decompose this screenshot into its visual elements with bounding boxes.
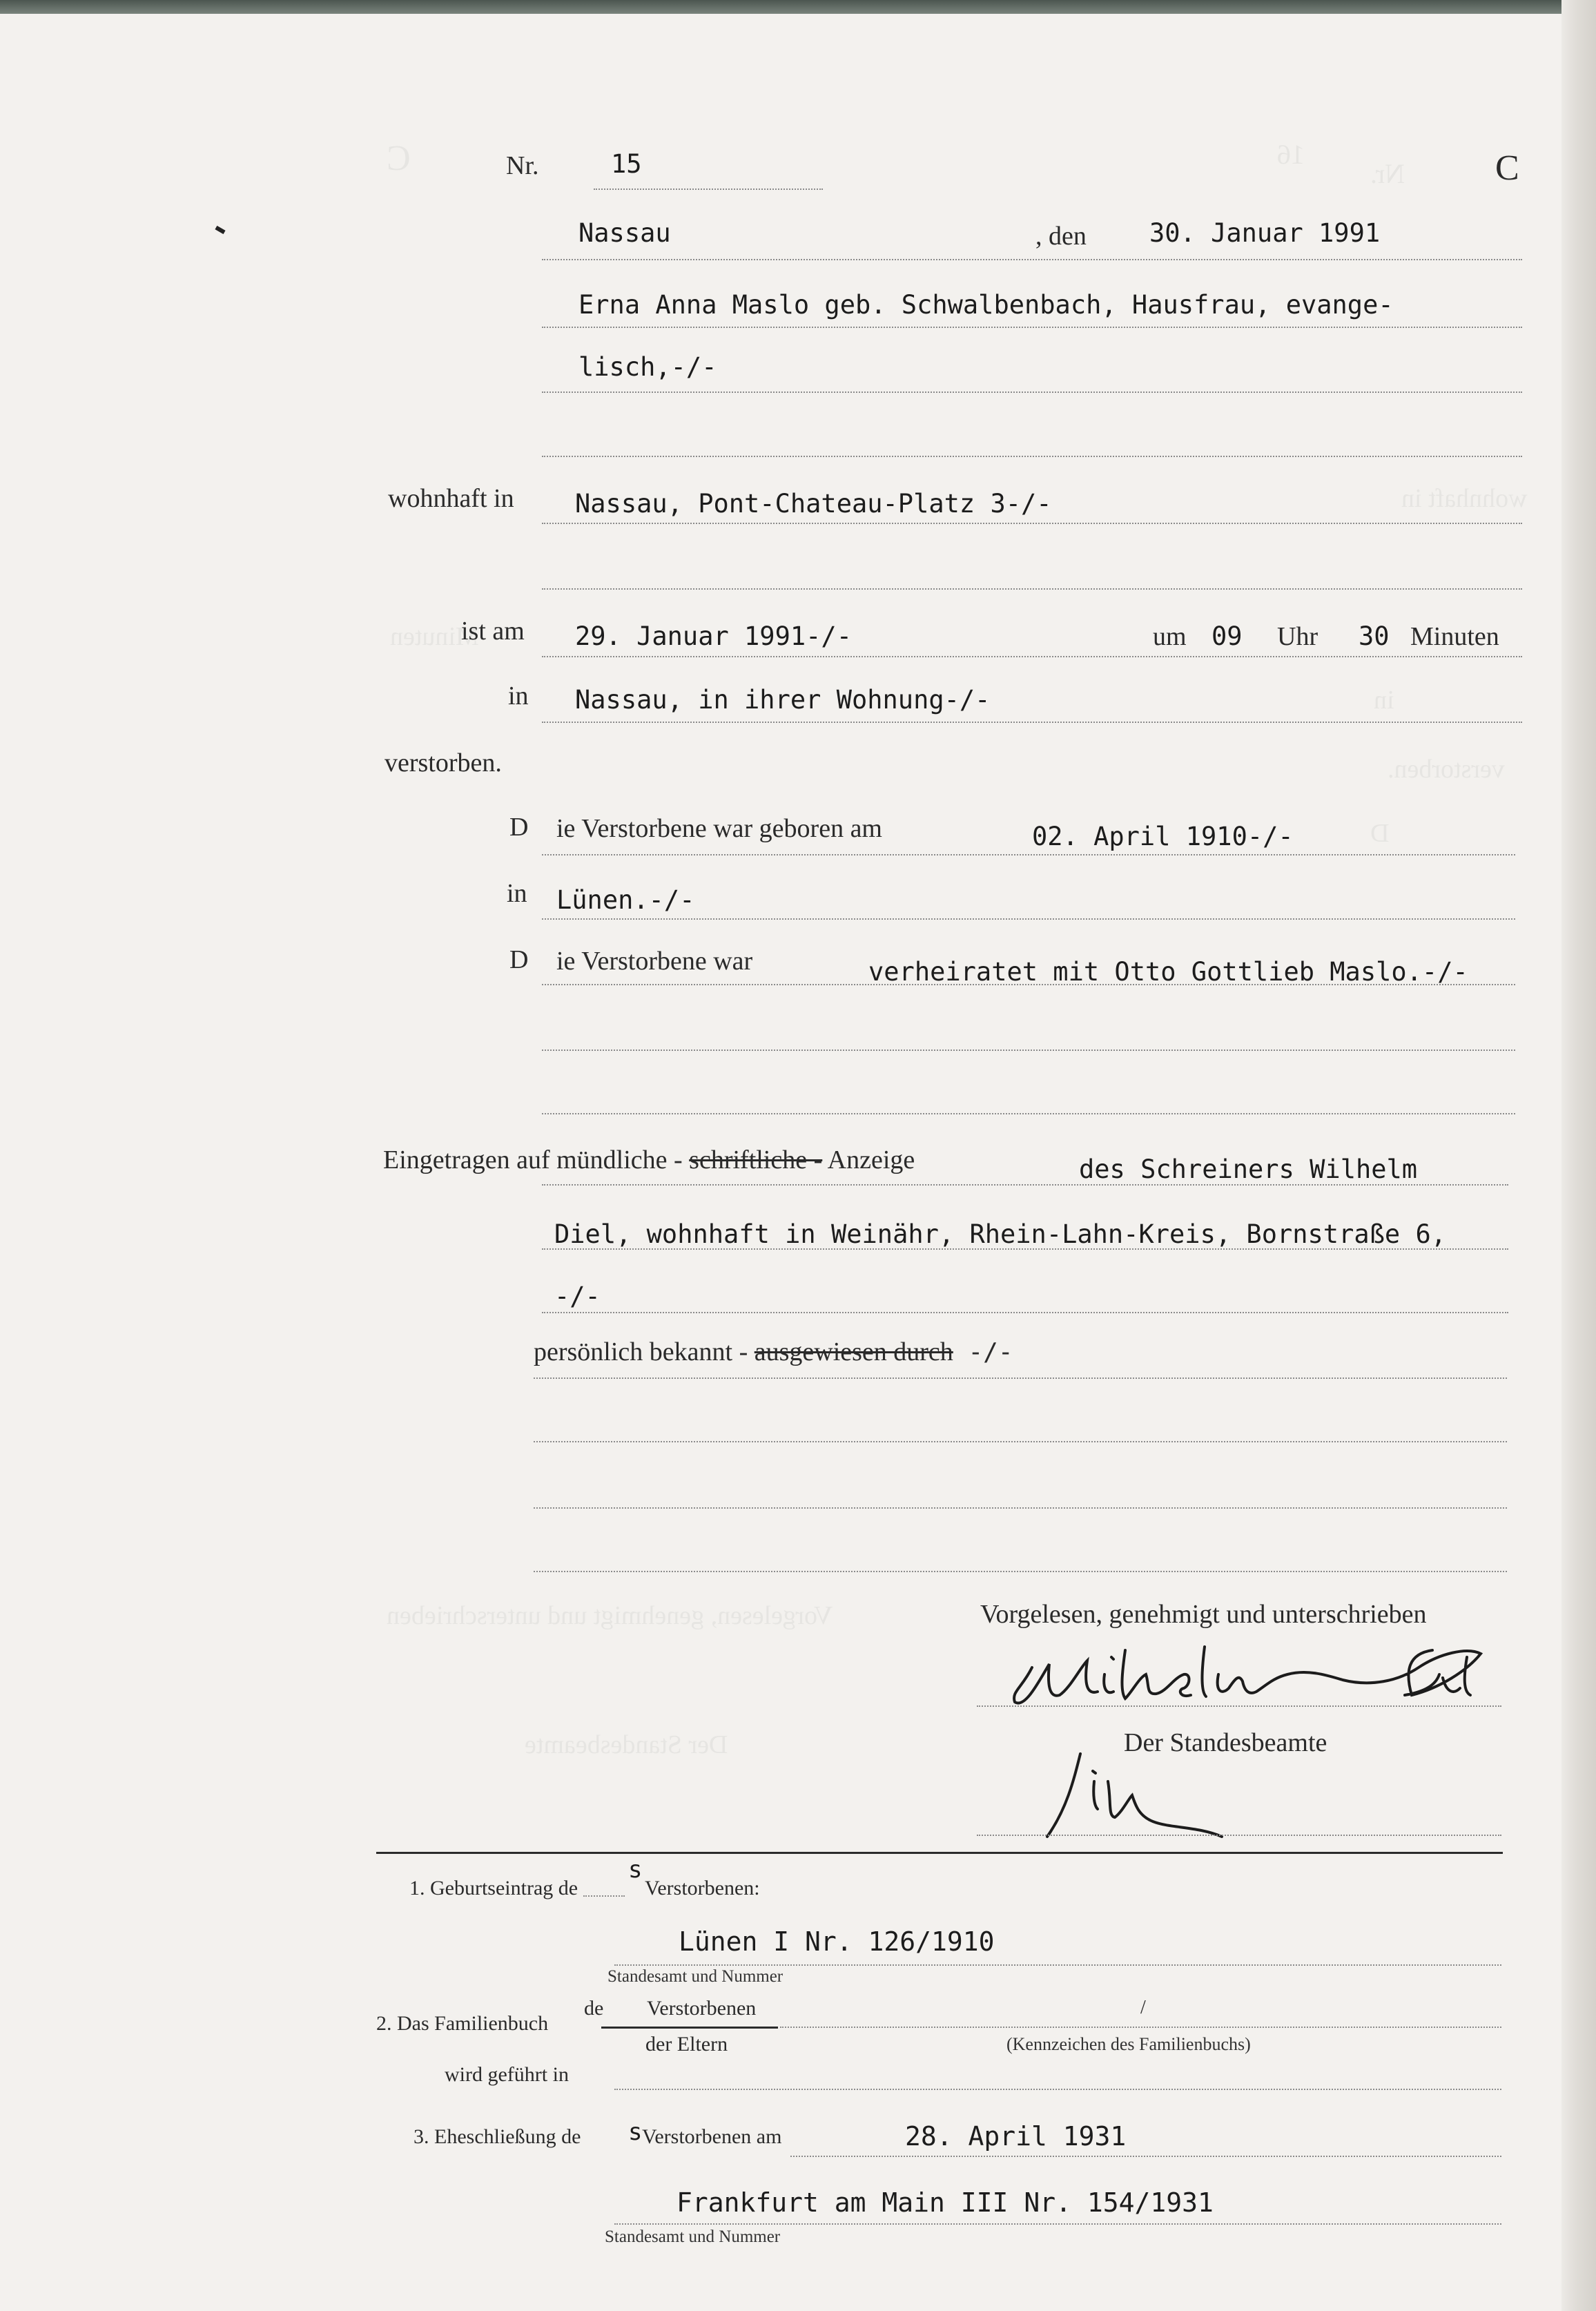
married-line-3 — [542, 1113, 1515, 1114]
ausgewiesen-struck: ausgewiesen durch — [754, 1337, 953, 1366]
form-letter: C — [1495, 148, 1519, 188]
informant-line2: Diel, wohnhaft in Weinähr, Rhein-Lahn-Kreis, Bornstraße 6, — [554, 1219, 1447, 1249]
nr-value: 15 — [611, 149, 642, 179]
name-line-1 — [542, 327, 1522, 328]
standesamt-caption-1: Standesamt und Nummer — [607, 1967, 784, 1986]
bekannt-suffix: -/- — [953, 1338, 1013, 1366]
item2-verstorbenen: Verstorbenen — [647, 1997, 757, 2020]
name-line-3 — [542, 456, 1522, 457]
ghost-verstorben: verstorben. — [1388, 755, 1505, 784]
uhr-label: Uhr — [1277, 622, 1318, 651]
married-value: verheiratet mit Otto Gottlieb Maslo.-/- — [868, 957, 1468, 987]
item2-label: 2. Das Familienbuch — [376, 2012, 549, 2035]
death-date: 29. Januar 1991-/- — [575, 621, 852, 651]
item3-line — [790, 2156, 1501, 2157]
signature-line-1 — [977, 1705, 1501, 1707]
item1-dots — [583, 1895, 625, 1897]
death-hour: 09 — [1211, 621, 1243, 651]
address-line-2 — [542, 588, 1522, 590]
item1-suffix: Verstorbenen: — [645, 1877, 760, 1899]
marriage-date: 28. April 1931 — [905, 2121, 1127, 2152]
born-d-letter: D — [509, 813, 529, 842]
wohnhaft-label: wohnhaft in — [388, 484, 514, 513]
ghost-in: in — [1374, 686, 1394, 715]
bekannt-text: persönlich bekannt - — [534, 1337, 755, 1366]
bekannt-label — [534, 1337, 1013, 1367]
item2-kennzeichen: (Kennzeichen des Familienbuchs) — [1006, 2034, 1251, 2054]
informant-line-2 — [542, 1248, 1508, 1250]
birth-place: Lünen.-/- — [556, 885, 695, 915]
place-line — [542, 259, 1522, 260]
informant-line-3 — [542, 1312, 1508, 1313]
ghost-vorgelesen: Vorgelesen, genehmigt und unterschrieben — [387, 1601, 833, 1630]
nr-line — [594, 188, 823, 190]
item1-label: 1. Geburtseintrag de — [409, 1877, 578, 1899]
item2-de: de — [584, 1997, 604, 2020]
registration-date: 30. Januar 1991 — [1149, 218, 1381, 248]
schriftliche-struck: schriftliche - — [689, 1145, 823, 1174]
death-date-line — [542, 656, 1522, 657]
married-d-letter: D — [509, 945, 529, 974]
minuten-label: Minuten — [1410, 622, 1499, 651]
born-label: ie Verstorbene war geboren am — [556, 814, 882, 843]
death-place: Nassau, in ihrer Wohnung-/- — [575, 685, 991, 715]
ghost-standesbeamte: Der Standesbeamte — [525, 1730, 728, 1759]
deceased-name-line1: Erna Anna Maslo geb. Schwalbenbach, Hausfrau, evange- — [578, 290, 1394, 320]
birth-date: 02. April 1910-/- — [1032, 822, 1294, 851]
vorgelesen-label: Vorgelesen, genehmigt und unterschrieben — [980, 1600, 1427, 1629]
item2-slash: / — [1140, 1997, 1146, 2018]
married-label: ie Verstorbene war — [556, 947, 753, 976]
den-label: , den — [1035, 222, 1087, 251]
marriage-registry: Frankfurt am Main III Nr. 154/1931 — [677, 2187, 1214, 2218]
item2-gefuehrt-line — [614, 2089, 1501, 2090]
name-line-2 — [542, 391, 1522, 393]
standesbeamte-label: Der Standesbeamte — [1124, 1728, 1327, 1757]
address-line — [542, 523, 1522, 524]
informant-line1: des Schreiners Wilhelm — [1079, 1154, 1418, 1184]
item2-underline — [601, 2027, 778, 2029]
ghost-nr: Nr. — [1370, 158, 1405, 189]
blank-line-3 — [534, 1571, 1507, 1572]
blank-line-2 — [534, 1507, 1507, 1509]
signature-registrar — [1039, 1740, 1246, 1850]
informant-line-1 — [542, 1184, 1508, 1186]
nr-label: Nr. — [506, 151, 539, 180]
item3-label: 3. Eheschließung de — [413, 2125, 581, 2148]
address: Nassau, Pont-Chateau-Platz 3-/- — [575, 489, 1052, 519]
ist-am-label: ist am — [461, 617, 525, 646]
informant-line3: -/- — [554, 1282, 601, 1311]
blank-line-1 — [534, 1441, 1507, 1442]
standesamt-caption-2: Standesamt und Nummer — [605, 2227, 781, 2246]
deceased-name-line2: lisch,-/- — [578, 352, 717, 382]
married-line — [542, 984, 1515, 985]
ghost-minuten: Minuten — [390, 622, 479, 651]
eingetragen-label — [383, 1145, 915, 1175]
signature-informant — [984, 1626, 1508, 1716]
item2-line — [780, 2027, 1501, 2028]
signature-line-2 — [977, 1835, 1501, 1836]
birth-place-line — [542, 918, 1515, 920]
ghost-nr-value: 16 — [1277, 139, 1305, 170]
section-divider — [376, 1852, 1503, 1854]
birth-date-line — [542, 854, 1515, 855]
death-in-label: in — [508, 681, 529, 710]
item1-s: s — [628, 1856, 643, 1884]
item1-line — [614, 1964, 1501, 1966]
item3-suffix: Verstorbenen am — [642, 2125, 782, 2148]
anzeige-text: Anzeige — [822, 1145, 915, 1174]
item2-gefuehrt: wird geführt in — [445, 2063, 569, 2086]
ghost-d: D — [1370, 819, 1390, 848]
eingetragen-text: Eingetragen auf mündliche - — [383, 1145, 690, 1174]
married-line-2 — [542, 1050, 1515, 1051]
birth-registry: Lünen I Nr. 126/1910 — [679, 1926, 995, 1957]
item2-eltern: der Eltern — [645, 2033, 728, 2056]
item3-s: s — [628, 2118, 643, 2146]
item3-place-line — [614, 2223, 1501, 2225]
um-label: um — [1153, 622, 1187, 651]
birth-in-label: in — [507, 879, 527, 908]
ghost-wohnhaft: wohnhaft in — [1401, 484, 1528, 513]
verstorben-label: verstorben. — [385, 748, 502, 777]
place: Nassau — [578, 218, 671, 248]
bekannt-line — [534, 1377, 1507, 1379]
death-place-line — [542, 722, 1522, 723]
ghost-corner-letter: C — [387, 139, 411, 178]
death-minutes: 30 — [1359, 621, 1390, 651]
